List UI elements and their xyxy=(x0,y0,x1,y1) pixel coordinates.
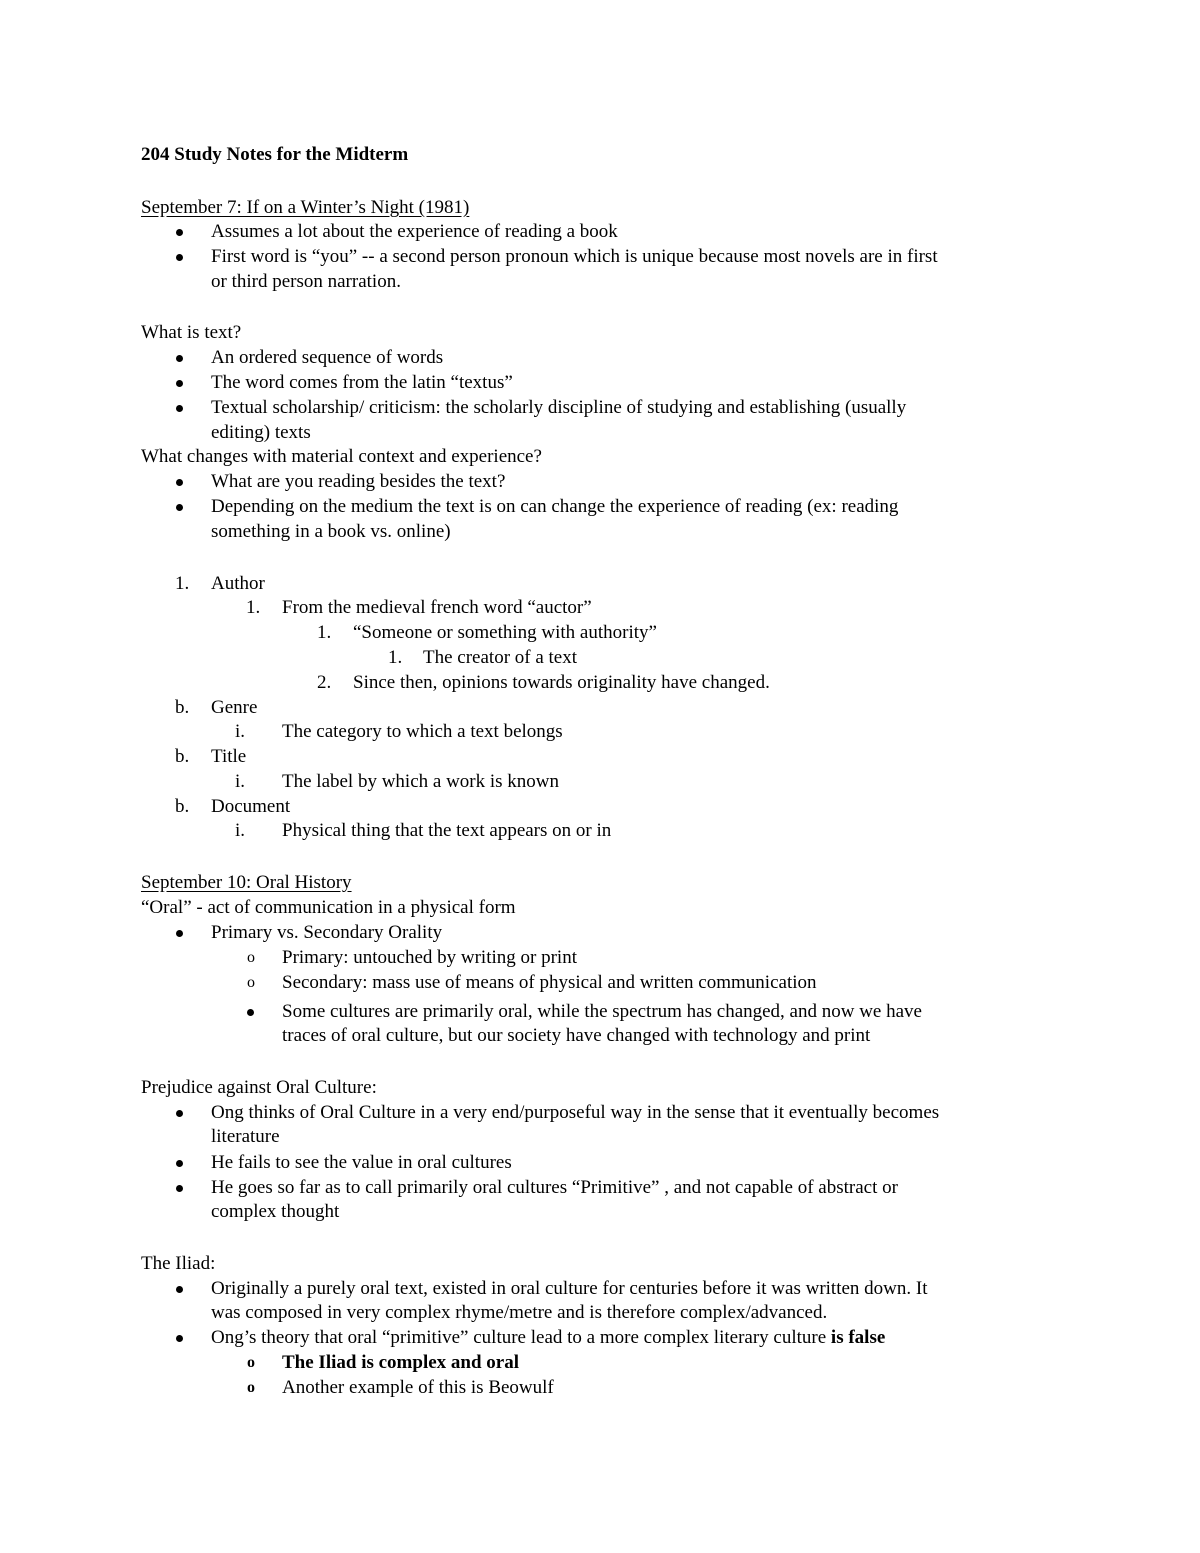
list-item: Primary vs. Secondary Orality xyxy=(211,922,443,943)
list-item: Textual scholarship/ criticism: the scholarly discipline of studying and establishing (usually xyxy=(211,397,907,418)
sub-list-item: Some cultures are primarily oral, while the spectrum has changed, and now we have xyxy=(282,1001,922,1022)
bullet-icon xyxy=(173,1326,185,1350)
outline-item: Since then, opinions towards originality have changed. xyxy=(353,672,770,693)
outline-item-document: Document xyxy=(211,796,291,817)
section-heading-sept10: September 10: Oral History xyxy=(141,872,352,893)
page-title: 204 Study Notes for the Midterm xyxy=(141,144,409,165)
list-marker: 2. xyxy=(317,672,332,693)
circle-bullet-icon: o xyxy=(247,1379,255,1396)
outline-item-author: Author xyxy=(211,573,265,594)
list-item-continuation: complex thought xyxy=(211,1201,340,1222)
outline-item: The creator of a text xyxy=(423,647,578,668)
section-heading-text: What is text? xyxy=(141,322,242,343)
sub-list-item: The Iliad is complex and oral xyxy=(282,1352,519,1373)
outline-item-title: Title xyxy=(211,746,247,767)
bullet-icon xyxy=(173,220,185,244)
bullet-icon xyxy=(173,470,185,494)
iliad-claim-text: Ong’s theory that oral “primitive” culture lead to a more complex literary culture xyxy=(211,1327,831,1348)
list-marker: 1. xyxy=(175,573,190,594)
list-item-continuation: or third person narration. xyxy=(211,271,401,292)
list-item: Originally a purely oral text, existed in oral culture for centuries before it was written down. It xyxy=(211,1278,928,1299)
list-item: He goes so far as to call primarily oral cultures “Primitive” , and not capable of abstract or xyxy=(211,1177,898,1198)
list-marker: 1. xyxy=(246,597,261,618)
list-item-continuation: literature xyxy=(211,1126,280,1147)
list-item-continuation: was composed in very complex rhyme/metre and is therefore complex/advanced. xyxy=(211,1302,828,1323)
bullet-icon xyxy=(244,1000,256,1024)
section-heading-sept7: September 7: If on a Winter’s Night (1981) xyxy=(141,197,470,218)
sub-list-item-continuation: traces of oral culture, but our society have changed with technology and print xyxy=(282,1025,871,1046)
list-marker: 1. xyxy=(317,622,332,643)
list-item-continuation: something in a book vs. online) xyxy=(211,521,451,542)
outline-item: “Someone or something with authority” xyxy=(353,622,657,643)
list-marker: b. xyxy=(175,746,190,767)
section-heading-prejudice: Prejudice against Oral Culture: xyxy=(141,1077,377,1098)
list-marker: b. xyxy=(175,796,190,817)
sub-list-item: Primary: untouched by writing or print xyxy=(282,947,577,968)
bullet-icon xyxy=(173,1176,185,1200)
list-marker: i. xyxy=(235,771,246,792)
bullet-icon xyxy=(173,921,185,945)
list-item: Ong thinks of Oral Culture in a very end/purposeful way in the sense that it eventually becomes xyxy=(211,1102,940,1123)
outline-item: From the medieval french word “auctor” xyxy=(282,597,592,618)
list-marker: i. xyxy=(235,820,246,841)
circle-bullet-icon: o xyxy=(247,949,255,966)
list-item: He fails to see the value in oral cultures xyxy=(211,1152,512,1173)
bullet-icon xyxy=(173,396,185,420)
bullet-icon xyxy=(173,495,185,519)
bullet-icon xyxy=(173,371,185,395)
bullet-icon xyxy=(173,346,185,370)
list-item: An ordered sequence of words xyxy=(211,347,444,368)
outline-item: The category to which a text belongs xyxy=(282,721,563,742)
bullet-icon xyxy=(173,1101,185,1125)
section-heading-material: What changes with material context and experience? xyxy=(141,446,542,467)
bullet-icon xyxy=(173,1151,185,1175)
list-marker: 1. xyxy=(388,647,403,668)
list-item: What are you reading besides the text? xyxy=(211,471,506,492)
bullet-icon xyxy=(173,1277,185,1301)
list-item: Depending on the medium the text is on can change the experience of reading (ex: reading xyxy=(211,496,899,517)
list-item xyxy=(211,1326,885,1351)
circle-bullet-icon: o xyxy=(247,1354,255,1371)
sub-list-item: Another example of this is Beowulf xyxy=(282,1377,554,1398)
outline-item: Physical thing that the text appears on or in xyxy=(282,820,612,841)
list-item: The word comes from the latin “textus” xyxy=(211,372,513,393)
outline-item-genre: Genre xyxy=(211,697,258,718)
list-marker: i. xyxy=(235,721,246,742)
circle-bullet-icon: o xyxy=(247,974,255,991)
list-item: First word is “you” -- a second person pronoun which is unique because most novels are in first xyxy=(211,246,938,267)
list-item-continuation: editing) texts xyxy=(211,422,311,443)
list-marker: b. xyxy=(175,697,190,718)
outline-item: The label by which a work is known xyxy=(282,771,560,792)
iliad-claim-verdict: is false xyxy=(830,1327,886,1348)
list-item: Assumes a lot about the experience of reading a book xyxy=(211,221,618,242)
sub-list-item: Secondary: mass use of means of physical and written communication xyxy=(282,972,817,993)
section-heading-iliad: The Iliad: xyxy=(141,1253,216,1274)
bullet-icon xyxy=(173,245,185,269)
oral-definition: “Oral” - act of communication in a physical form xyxy=(141,897,516,918)
